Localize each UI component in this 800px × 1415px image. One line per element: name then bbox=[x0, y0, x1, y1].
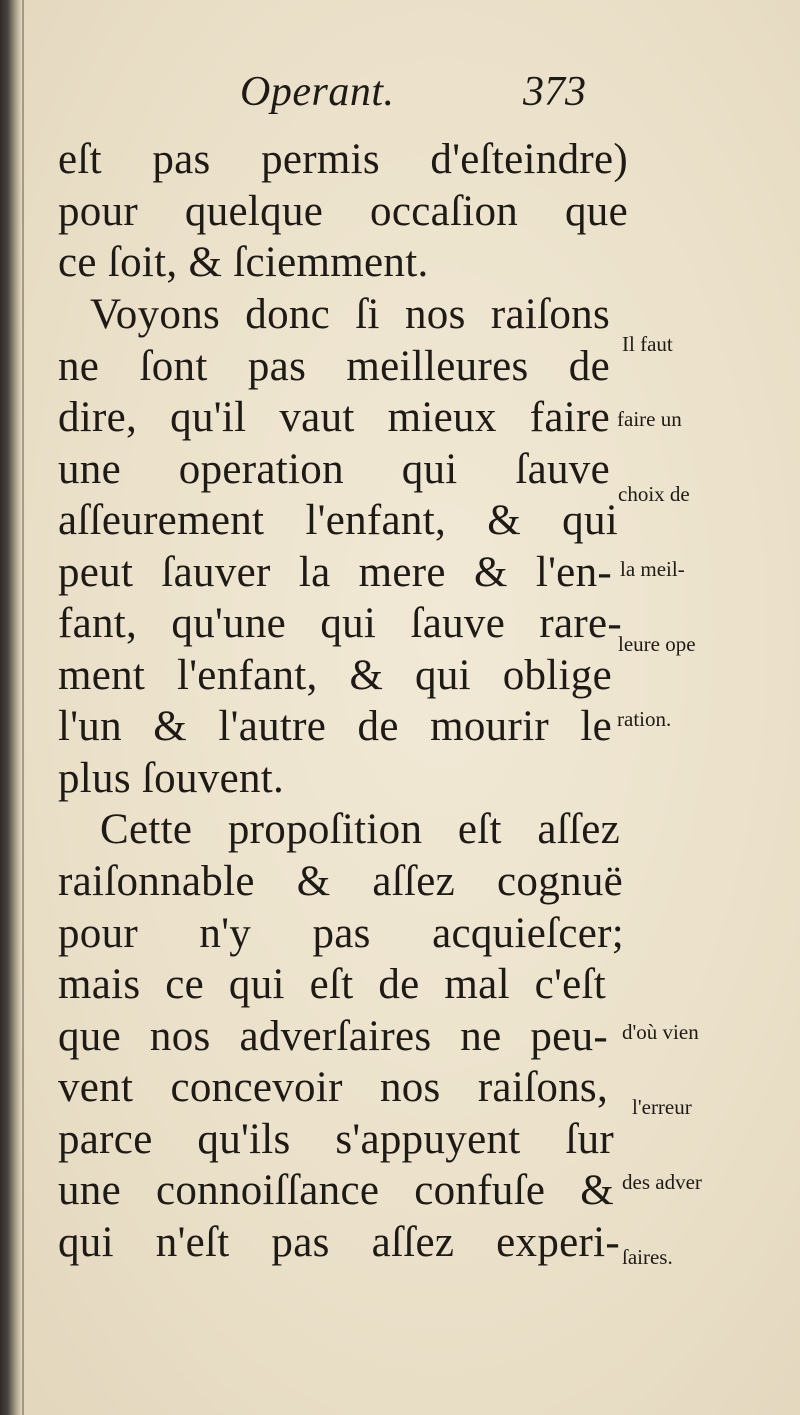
margin-note-line: ration. bbox=[617, 707, 672, 731]
text-line: ce ſoit, & ſciemment. bbox=[58, 239, 429, 286]
margin-note bbox=[622, 970, 702, 1320]
margin-note-line: ſaires. bbox=[622, 1245, 673, 1269]
text-line: peut ſauver la mere & l'en- bbox=[58, 549, 612, 596]
text-line: Cette propoſition eſt aſſez bbox=[100, 806, 620, 853]
text-line: ment l'enfant, & qui oblige bbox=[58, 652, 612, 699]
text-line: qui n'eſt pas aſſez experi- bbox=[58, 1219, 620, 1266]
text-line: pour n'y pas acquieſcer; bbox=[58, 910, 624, 957]
gutter-line bbox=[22, 0, 24, 1415]
text-line: Voyons donc ſi nos raiſons bbox=[90, 291, 610, 338]
margin-note-line: d'où vien bbox=[622, 1020, 699, 1044]
text-line: une operation qui ſauve bbox=[58, 446, 610, 493]
margin-note-line: Il faut bbox=[622, 332, 673, 356]
text-line: fant, qu'une qui ſauve rare- bbox=[58, 600, 622, 647]
text-line: parce qu'ils s'appuyent ſur bbox=[58, 1116, 614, 1163]
text-line: vent concevoir nos raiſons, bbox=[58, 1064, 608, 1111]
text-line: ne ſont pas meilleures de bbox=[58, 343, 610, 390]
margin-note-line: l'erreur bbox=[632, 1095, 692, 1119]
margin-note-line: la meil- bbox=[620, 557, 685, 581]
text-line: pour quelque occaſion que bbox=[58, 188, 628, 235]
page-number: 373 bbox=[523, 69, 586, 115]
text-line: dire, qu'il vaut mieux faire bbox=[58, 394, 610, 441]
margin-note-line: faire un bbox=[617, 407, 682, 431]
running-head: Operant. bbox=[240, 69, 395, 115]
text-line: raiſonnable & aſſez cognuë bbox=[58, 858, 623, 905]
text-line: aſſeurement l'enfant, & qui bbox=[58, 497, 618, 544]
text-line: que nos adverſaires ne peu- bbox=[58, 1013, 608, 1060]
margin-note-line: leure ope bbox=[618, 632, 696, 656]
margin-note-line: choix de bbox=[618, 482, 690, 506]
margin-note-line: des adver bbox=[622, 1170, 702, 1194]
text-line: une connoiſſance confuſe & bbox=[58, 1167, 614, 1214]
margin-note bbox=[617, 282, 696, 782]
text-line: eſt pas permis d'eſteindre) bbox=[58, 136, 628, 183]
text-line: mais ce qui eſt de mal c'eſt bbox=[58, 961, 606, 1008]
text-line: plus ſouvent. bbox=[58, 755, 285, 802]
book-binding bbox=[0, 0, 22, 1415]
text-line: l'un & l'autre de mourir le bbox=[58, 703, 612, 750]
